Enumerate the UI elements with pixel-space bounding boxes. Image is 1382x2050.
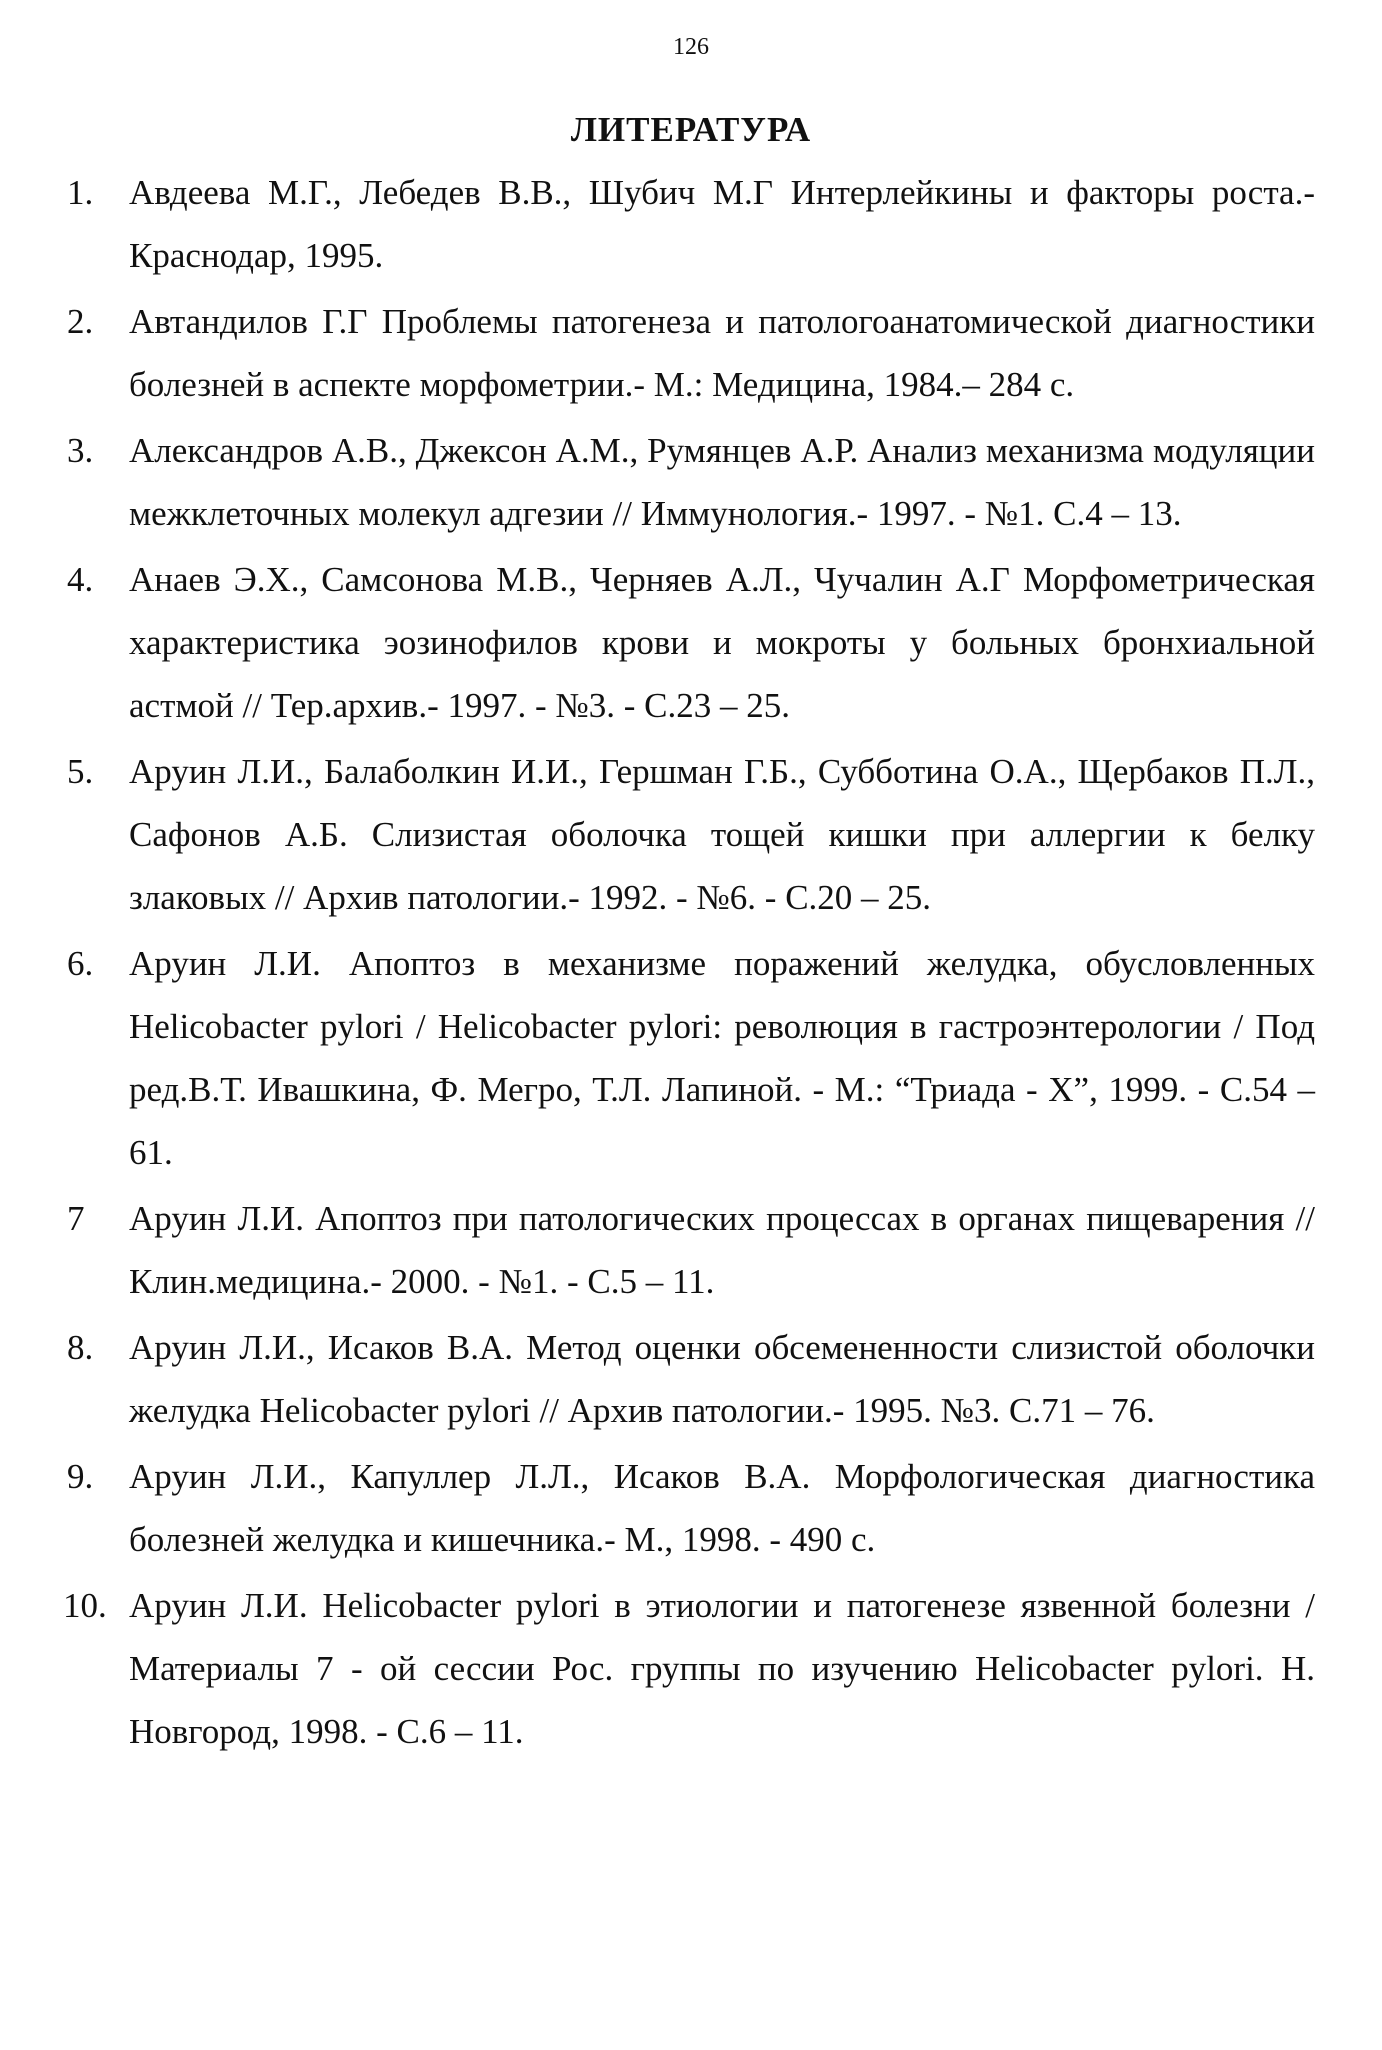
reference-item	[67, 1187, 1315, 1313]
reference-number: 9.	[67, 1457, 94, 1496]
reference-item	[63, 1574, 1315, 1763]
page-number: 126	[673, 34, 709, 60]
reference-item	[67, 548, 1315, 737]
reference-item	[67, 1445, 1315, 1571]
reference-number: 10.	[63, 1586, 107, 1625]
reference-number: 1.	[67, 173, 94, 212]
reference-text: Аруин Л.И., Балаболкин И.И., Гершман Г.Б., Субботина О.А., Щербаков П.Л., Сафонов А.Б. Слизистая оболочка тощей кишки при аллергии к белку злаковых // Архив патологии.- 1992. - №6. - С.20 – 25.	[129, 752, 1315, 917]
reference-list	[63, 161, 1315, 1763]
reference-text: Аруин Л.И., Исаков В.А. Метод оценки обсемененности слизистой оболочки желудка Helicobacter pylori // Архив патологии.- 1995. №3. С.71 – 76.	[129, 1328, 1315, 1430]
reference-number: 7	[67, 1199, 85, 1238]
page-heading: ЛИТЕРАТУРА	[570, 110, 812, 149]
reference-number: 8.	[67, 1328, 94, 1367]
reference-text: Аруин Л.И. Апоптоз в механизме поражений желудка, обусловленных Helicobacter pylori / Helicobacter pylori: революция в гастроэнтерологии / Под ред.В.Т. Ивашкина, Ф. Мегро, Т.Л. Лапиной. - М.: “Триада - Х”, 1999. - С.54 – 61.	[129, 944, 1315, 1172]
reference-text: Авдеева М.Г., Лебедев В.В., Шубич М.Г Интерлейкины и факторы роста.- Краснодар, 1995.	[129, 173, 1315, 275]
reference-item	[67, 419, 1315, 545]
reference-number: 4.	[67, 560, 94, 599]
reference-item	[67, 932, 1315, 1184]
reference-text: Автандилов Г.Г Проблемы патогенеза и патологоанатомической диагностики болезней в аспекте морфометрии.- М.: Медицина, 1984.– 284 с.	[129, 302, 1315, 404]
reference-text: Аруин Л.И. Helicobacter pylori в этиологии и патогенезе язвенной болезни / Материалы 7 - ой сессии Рос. группы по изучению Helicobacter pylori. Н. Новгород, 1998. - С.6 – 11.	[129, 1586, 1315, 1751]
reference-number: 3.	[67, 431, 94, 470]
reference-text: Аруин Л.И. Апоптоз при патологических процессах в органах пищеварения // Клин.медицина.- 2000. - №1. - С.5 – 11.	[129, 1199, 1315, 1301]
reference-item	[67, 1316, 1315, 1442]
reference-item	[67, 161, 1315, 287]
reference-text: Аруин Л.И., Капуллер Л.Л., Исаков В.А. Морфологическая диагностика болезней желудка и кишечника.- М., 1998. - 490 с.	[129, 1457, 1315, 1559]
reference-number: 6.	[67, 944, 94, 983]
reference-number: 5.	[67, 752, 94, 791]
reference-text: Александров А.В., Джексон А.М., Румянцев А.Р. Анализ механизма модуляции межклеточных молекул адгезии // Иммунология.- 1997. - №1. С.4 – 13.	[129, 431, 1315, 533]
reference-item	[67, 290, 1315, 416]
reference-item	[67, 740, 1315, 929]
reference-text: Анаев Э.Х., Самсонова М.В., Черняев А.Л., Чучалин А.Г Морфометрическая характеристика эозинофилов крови и мокроты у больных бронхиальной астмой // Тер.архив.- 1997. - №3. - С.23 – 25.	[129, 560, 1315, 725]
reference-number: 2.	[67, 302, 94, 341]
